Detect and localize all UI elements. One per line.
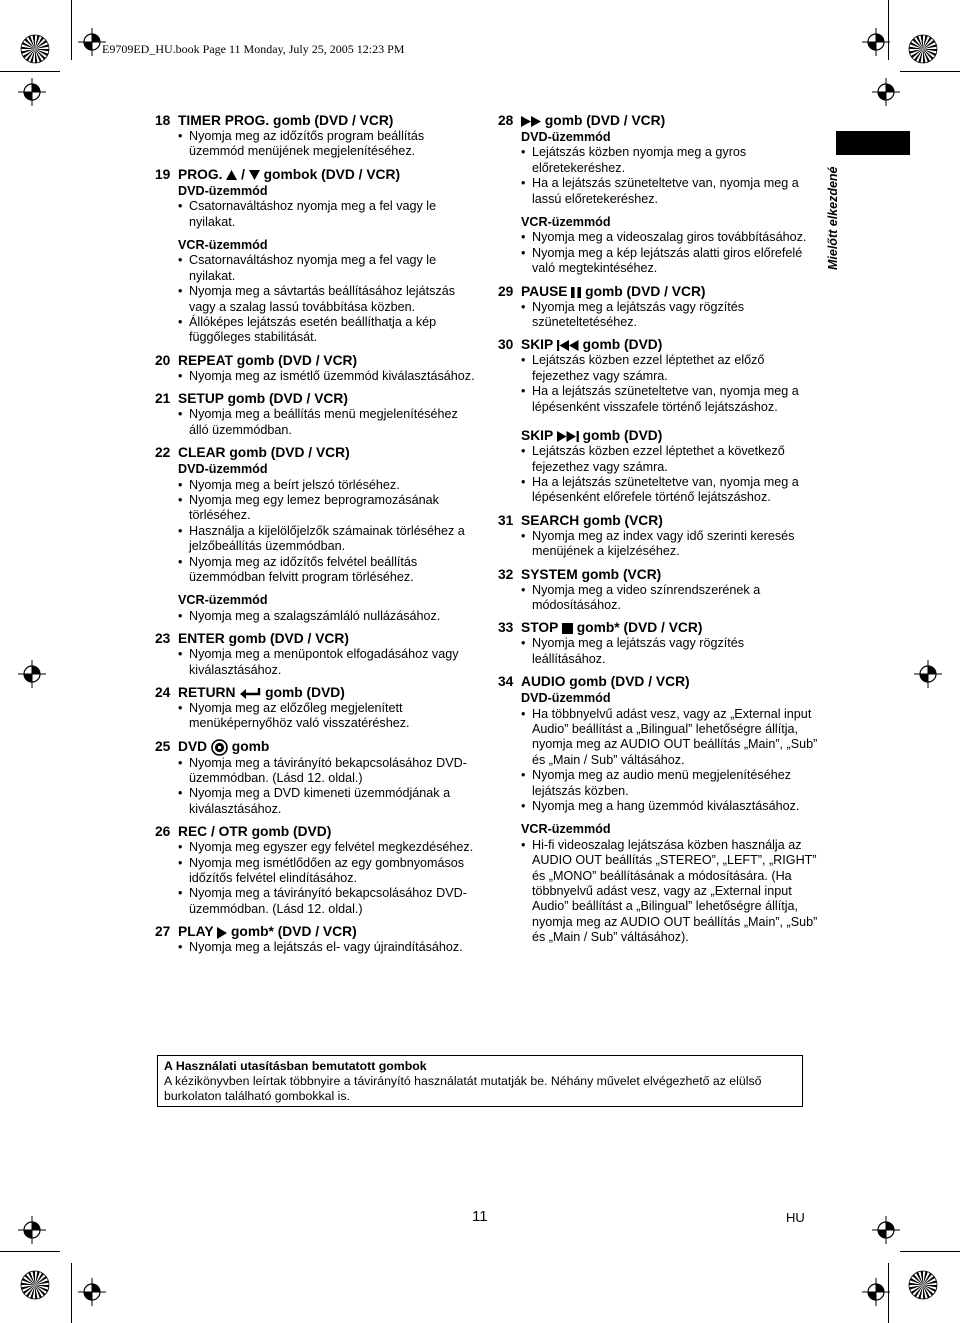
bullet-text: Nyomja meg a DVD kimeneti üzemmódjának a kiválasztásához. [189,786,451,816]
item-32 [498,566,818,614]
bullet-text: Nyomja meg a szalagszámláló nullázásához. [189,608,441,623]
item-title-text [521,512,663,529]
title-label-post: gomb (DVD) [261,684,345,700]
title-label-pre: SKIP [521,337,557,353]
item-21 [155,390,475,438]
item-31 [498,512,818,560]
item-title-text [178,390,348,407]
item-title [498,112,818,129]
bullet-item [178,493,475,524]
skipback-icon [557,337,579,352]
bullet-text: Nyomja meg a beírt jelszó törléséhez. [189,477,400,492]
bullet-text: Nyomja meg a lejátszás vagy rögzítés leállításához. [532,636,745,666]
item-19 [155,166,475,346]
item-title [155,684,475,701]
page-header: E9709ED_HU.book Page 11 Monday, July 25, 2005 12:23 PM [102,42,405,56]
bullet-item [521,799,818,814]
title-label: SETUP gomb (DVD / VCR) [178,391,348,407]
bullet-item [178,940,475,955]
item-number: 31 [498,512,514,528]
mode-heading: VCR-üzemmód [521,822,611,837]
item-23 [155,630,475,678]
item-26 [155,823,475,917]
bullet-text: Ha a lejátszás szüneteltetve van, nyomja meg a lassú előretekeréshez. [532,176,799,206]
bullet-item [521,768,818,799]
bullet-item [178,478,475,493]
title-label: TIMER PROG. gomb (DVD / VCR) [178,113,394,128]
item-number: 28 [498,113,514,128]
bullet-text: Nyomja meg a kép lejátszás alatti giros előrefelé való megtekintéséhez. [532,245,803,276]
left-column [155,112,475,962]
item-title [498,512,818,529]
item-number: 24 [155,684,171,700]
title-label-post: gomb* (DVD / VCR) [572,620,703,636]
registration-mark-icon [78,1278,106,1306]
bullet-item [521,444,818,475]
item-title [498,673,818,690]
bullet-text: Nyomja meg a lejátszás el- vagy újraindításához. [189,940,463,955]
bullet-text: Lejátszás közben ezzel léptethet az előző fejezethez vagy számra. [532,353,765,383]
title-label-post: gomb* (DVD / VCR) [227,924,357,940]
bullet-text: Nyomja meg az időzítős program beállítás üzemmód menüjének megjelenítéséhez. [189,129,425,159]
item-number: 21 [155,391,171,407]
bullet-item [521,583,818,614]
bullet-text: Nyomja meg ismétlődően az egy gombnyomásos időzítős felvétel elindításához. [189,855,465,886]
registration-mark-icon [18,78,46,106]
title-label-pre: PROG. [178,166,227,182]
bullet-text: Nyomja meg egyszer egy felvétel megkezdéséhez. [189,840,474,855]
play-icon [217,924,227,939]
registration-mark-icon [914,660,942,688]
title-label: CLEAR gomb (DVD / VCR) [178,445,350,461]
item-title-text [178,630,349,647]
bullet-text: Nyomja meg az audio menü megjelenítéséhez lejátszás közben. [532,768,792,798]
up-arrow-icon [226,167,237,182]
item-28 [498,112,818,277]
bullet-item [521,529,818,560]
mode-heading: DVD-üzemmód [521,130,611,144]
item-number: 34 [498,674,514,690]
item-title [498,566,818,583]
title-label: AUDIO gomb (DVD / VCR) [521,674,690,690]
bullet-item [178,524,475,555]
section-label-text: Mielőtt elkezdené [826,166,840,270]
crop-line [888,1263,889,1323]
item-title-text [178,738,269,756]
page-number: 11 [472,1208,488,1225]
bullet-text: Nyomja meg a menüpontok elfogadásához vagy kiválasztásához. [189,647,459,677]
bullet-item [521,300,818,331]
item-20 [155,352,475,384]
item-number: 22 [155,445,171,461]
item-34 [498,673,818,946]
note-title: A Használati utasításban bemutatott gombok [164,1059,427,1073]
item-title [498,336,818,353]
mode-heading: VCR-üzemmód [178,593,268,608]
item-number: 19 [155,166,171,182]
title-label: ENTER gomb (DVD / VCR) [178,631,349,647]
bullet-item [178,609,475,624]
sub-heading [521,427,818,444]
item-number: 18 [155,113,171,128]
mode-heading: DVD-üzemmód [178,462,268,477]
item-22 [155,444,475,624]
bullet-item [178,840,475,855]
bullet-item [521,176,818,207]
item-title-text [521,673,690,690]
crop-line [900,1251,960,1252]
item-title [155,390,475,407]
crop-line [71,1263,72,1323]
item-number: 33 [498,620,514,636]
note-box [157,1055,803,1107]
return-icon [239,685,261,700]
title-label-post: gomb (DVD / VCR) [541,113,666,128]
item-number: 20 [155,352,171,368]
bullet-item [178,199,475,230]
down-arrow-icon [249,167,260,182]
item-title-text [521,566,661,583]
crop-line [0,1251,60,1252]
item-title-text [178,444,350,461]
bullet-text: Használja a kijelölőjelzők számainak törléséhez a jelzőbeállítás üzemmódban. [189,523,465,554]
mode-heading: VCR-üzemmód [178,238,268,253]
item-24 [155,684,475,732]
note-text: A kézikönyvben leírtak többnyire a távirányító használatát mutatják be. Néhány művelet elvégezhető az elülső burkolaton található gombokkal is. [164,1074,762,1103]
item-33 [498,619,818,667]
bullet-text: Hi-fi videoszalag lejátszása közben használja az AUDIO OUT beállítás „STEREO”, „LEFT”, „RIGHT” és „MONO” beállításának a módosítására. (Ha többnyelvű adást vesz, vagy az „External input Audio” beállítást a „Bilingual” lehetőségre állítja, nyomja meg az AUDIO OUT beállítás „Main”, „Sub” és „Main / Sub” váltásához). [532,837,818,945]
item-title [155,352,475,369]
bullet-item [178,647,475,678]
title-label: REPEAT gomb (DVD / VCR) [178,352,358,368]
bullet-text: Ha a lejátszás szüneteltetve van, nyomja meg a lépésenként visszafele történő lejátszáshoz. [532,384,799,414]
title-label-pre: PAUSE [521,283,572,299]
registration-mark-icon [18,1216,46,1244]
bullet-text: Nyomja meg az ismétlő üzemmód kiválasztásához. [189,368,475,383]
bullet-text: Ha a lejátszás szüneteltetve van, nyomja meg a lépésenként előrefele történő lejátszáshoz. [532,474,799,505]
bullet-item [178,886,475,917]
bullet-text: Nyomja meg az előzőleg megjelenített menüképernyőhöz való visszatéréshez. [189,700,410,731]
bullet-item [178,253,475,284]
registration-mark-icon [872,1216,900,1244]
bullet-item [521,246,818,277]
bullet-item [178,315,475,346]
bullet-item [521,230,818,245]
bullet-text: Nyomja meg a sávtartás beállításához lejátszás vagy a szalag lassú továbbítása közben. [189,284,455,314]
language-code: HU [786,1210,805,1225]
crop-line [71,0,72,60]
bullet-item [178,756,475,787]
color-target-icon [908,1270,938,1300]
title-label: SYSTEM gomb (VCR) [521,566,662,582]
item-27 [155,923,475,955]
color-target-icon [20,1270,50,1300]
title-label-pre: RETURN [178,684,240,700]
item-25 [155,738,475,817]
item-title [155,444,475,461]
item-title [498,619,818,636]
stop-icon [562,620,573,635]
pause-icon [571,284,581,299]
bullet-text: Nyomja meg az időzítős felvétel beállítás üzemmódban felvitt program törléséhez. [189,554,418,584]
item-18 [155,112,475,160]
item-title [155,112,475,129]
sub-heading-post: gomb (DVD) [578,428,663,444]
bullet-text: Nyomja meg a hang üzemmód kiválasztásához. [532,799,800,813]
item-title [155,738,475,756]
right-column [498,112,818,952]
item-title [498,283,818,300]
bullet-text: Nyomja meg az index vagy idő szerinti keresés menüjének a kijelzéséhez. [532,528,795,559]
bullet-item [521,145,818,176]
item-title-text [521,112,665,129]
item-title-text [178,823,331,840]
mode-heading: DVD-üzemmód [521,691,611,706]
bullet-item [521,707,818,769]
item-title [155,823,475,840]
color-target-icon [20,34,50,64]
bullet-text: Nyomja meg a távirányító bekapcsolásához DVD-üzemmódban. (Lásd 12. oldal.) [189,755,467,786]
bullet-item [178,407,475,438]
item-number: 32 [498,566,514,582]
title-label-pre: STOP [521,620,562,636]
item-title-text [178,352,357,369]
bullet-text: Nyomja meg a videoszalag giros továbbításához. [532,230,807,245]
item-30 [498,336,818,505]
section-tab [836,131,910,155]
bullet-item [178,284,475,315]
dvd-icon [211,739,228,754]
item-title-text [521,336,662,353]
crop-line [0,71,60,72]
item-title-text [178,684,345,701]
item-number: 29 [498,283,514,299]
bullet-text: Nyomja meg a lejátszás vagy rögzítés szüneteltetéséhez. [532,299,745,330]
bullet-text: Nyomja meg egy lemez beprogramozásának törléséhez. [189,492,439,523]
item-29 [498,283,818,331]
item-title [155,630,475,647]
title-label: REC / OTR gomb (DVD) [178,824,332,840]
mode-heading: DVD-üzemmód [178,183,268,198]
bullet-item [521,353,818,384]
bullet-item [521,838,818,946]
registration-mark-icon [78,28,106,56]
item-title-text [521,283,706,300]
title-label-post: gomb [227,738,270,754]
item-title-text [178,112,393,129]
item-number: 26 [155,824,171,840]
bullet-text: Állóképes lejátszás esetén beállíthatja a kép függőleges stabilitását. [189,315,437,345]
mode-heading: VCR-üzemmód [521,215,611,230]
title-label-post: gomb (DVD / VCR) [581,283,706,299]
bullet-text: Nyomja meg a távirányító bekapcsolásához DVD-üzemmódban. (Lásd 12. oldal.) [189,886,467,916]
registration-mark-icon [18,660,46,688]
registration-mark-icon [862,1278,890,1306]
registration-mark-icon [862,28,890,56]
bullet-item [178,786,475,817]
bullet-item [178,129,475,160]
item-title-text: PROG. / gombok (DVD / VCR) [178,166,401,182]
bullet-item [521,384,818,415]
registration-mark-icon [872,78,900,106]
bullet-item [521,636,818,667]
bullet-item [521,475,818,506]
bullet-text: Csatornaváltáshoz nyomja meg a fel vagy le nyilakat. [189,253,437,283]
item-title [155,923,475,940]
item-title-text [521,619,702,636]
item-title-text [178,923,357,940]
title-label-post: gomb (DVD) [578,337,663,353]
skipfwd-icon [557,428,579,443]
bullet-text: Csatornaváltáshoz nyomja meg a fel vagy le nyilakat. [189,199,437,229]
bullet-text: Nyomja meg a beállítás menü megjelenítéséhez álló üzemmódban. [189,407,458,437]
item-title [155,166,475,183]
crop-line [900,71,960,72]
title-label-pre: PLAY [178,924,218,940]
sub-heading-pre: SKIP [521,428,557,444]
bullet-text: Ha többnyelvű adást vesz, vagy az „External input Audio” beállítást a „Bilingual” lehetőségre állítja, nyomja meg az AUDIO OUT beállítás „Main”, „Sub” és „Main / Sub” váltásához. [532,706,818,767]
bullet-item [178,555,475,586]
item-number: 27 [155,924,171,940]
bullet-text: Lejátszás közben nyomja meg a gyros előretekeréshez. [532,145,747,175]
color-target-icon [908,34,938,64]
bullet-item [178,369,475,384]
bullet-text: Lejátszás közben ezzel léptethet a következő fejezethez vagy számra. [532,444,785,474]
bullet-item [178,701,475,732]
bullet-item [178,856,475,887]
title-label: SEARCH gomb (VCR) [521,512,663,528]
section-label [820,160,850,280]
bullet-text: Nyomja meg a video színrendszerének a módosításához. [532,582,761,612]
title-label-post: gombok (DVD / VCR) [259,166,401,182]
item-number: 25 [155,738,171,754]
item-number: 23 [155,631,171,647]
item-number: 30 [498,337,514,353]
title-label-pre: DVD [178,738,211,754]
ff-icon [521,113,541,128]
crop-line [888,0,889,60]
